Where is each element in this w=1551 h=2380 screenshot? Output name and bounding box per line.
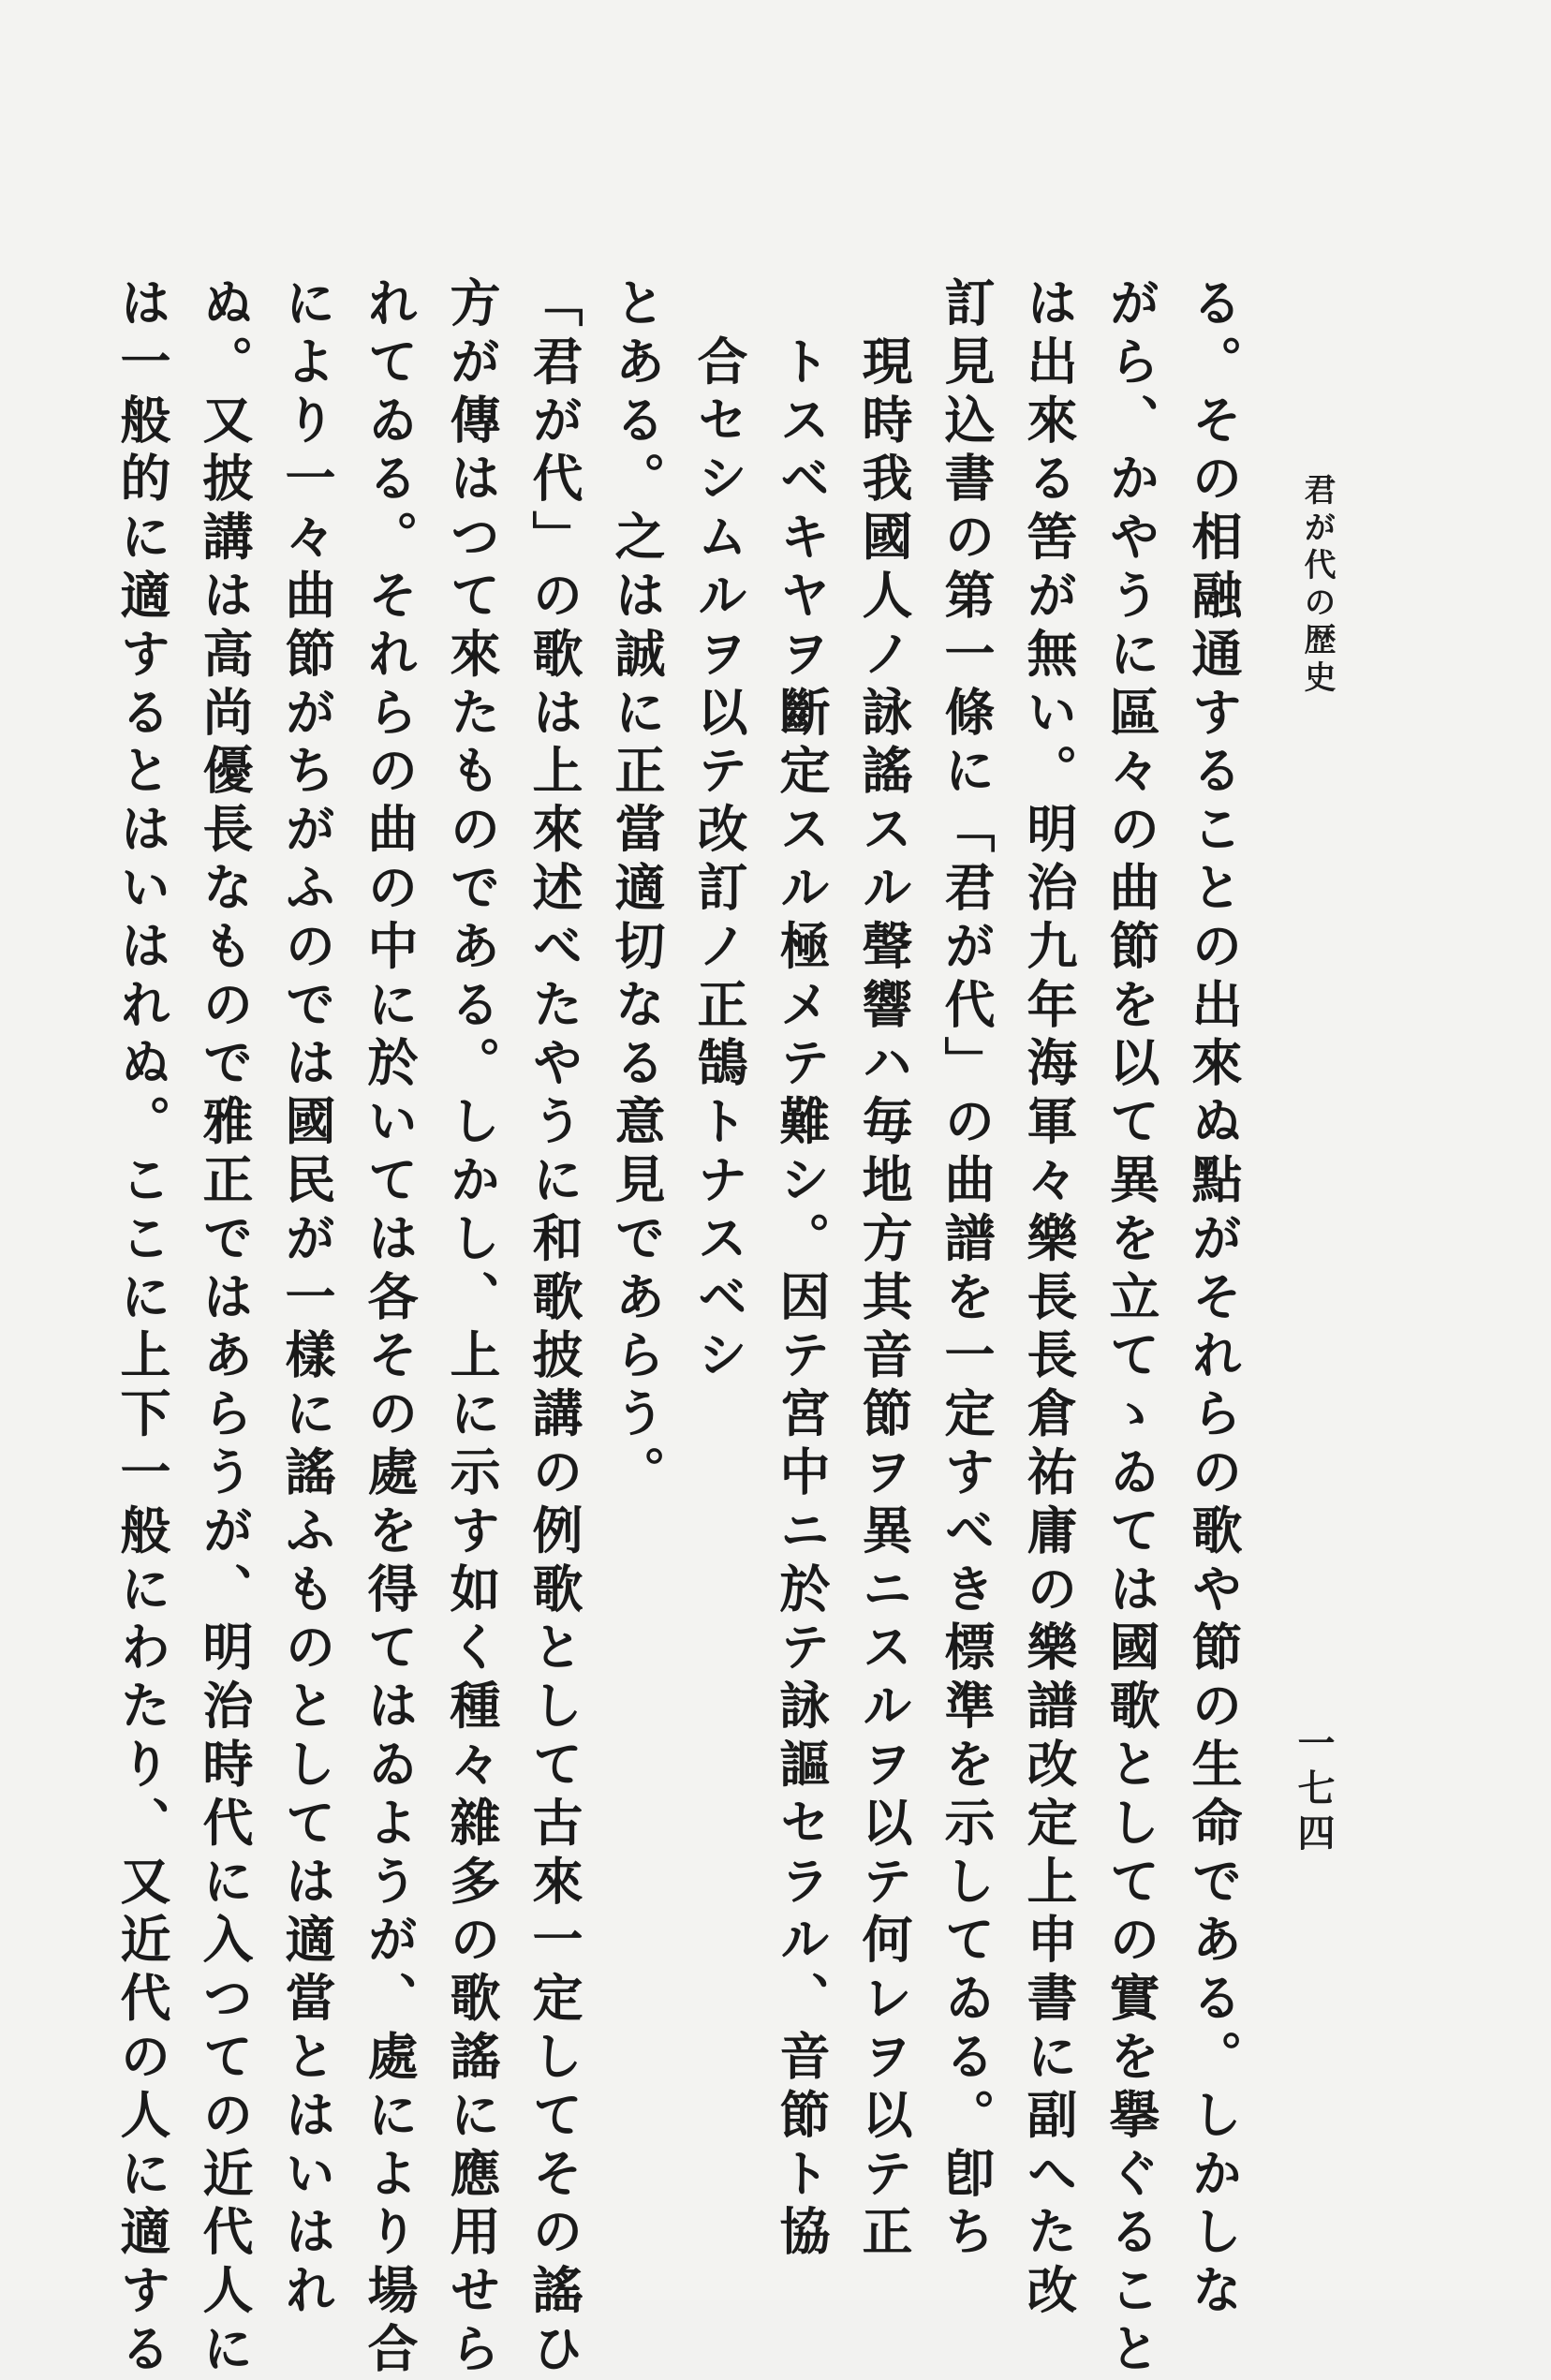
text-column-8: とある。之は誠に正當適切なる意見であらう。 [607, 276, 667, 1504]
text-column-14: は一般的に適するとはいはれぬ。ここに上下一般にわたり、又近代の人に適する [112, 276, 172, 2380]
text-column-3: は出來る筈が無い。明治九年海軍々樂長長倉祐庸の樂譜改定上申書に副へた改 [1019, 276, 1079, 2322]
text-column-2: がら、かやうに區々の曲節を以て異を立てゝゐては國歌としての實を擧ぐること [1101, 276, 1161, 2380]
text-column-12: により一々曲節がちがふのでは國民が一樣に謠ふものとしては適當とはいはれ [277, 276, 337, 2322]
quoted-text-column-3: 合セシムルヲ以テ改訂ノ正鵠トナスベシ [689, 276, 749, 1387]
text-column-11: れてゐる。それらの曲の中に於いては各その處を得てはゐようが、處により場合 [360, 276, 420, 2380]
running-head-title: 君が代の歴史 [1298, 473, 1336, 698]
text-column-4: 訂見込書の第一條に「君が代」の曲譜を一定すべき標準を示してゐる。卽ち [937, 276, 997, 2264]
page-number: 一七四 [1292, 1723, 1336, 1858]
text-column-13: ぬ。又披講は高尚優長なもので雅正ではあらうが、明治時代に入つての近代人に [195, 276, 255, 2380]
text-column-9: 「君が代」の歌は上來述べたやうに和歌披講の例歌として古來一定してその謠ひ [524, 276, 584, 2380]
quoted-text-column-1: 現時我國人ノ詠謠スル聲響ハ毎地方其音節ヲ異ニスルヲ以テ何レヲ以テ正 [854, 276, 914, 2264]
body-text [112, 276, 1255, 2380]
text-column-10: 方が傳はつて來たものである。しかし、上に示す如く種々雜多の歌謠に應用せら [442, 276, 502, 2380]
text-column-1: る。その相融通することの出來ぬ點がそれらの歌や節の生命である。しかしな [1184, 276, 1244, 2322]
quoted-text-column-2: トスベキヤヲ斷定スル極メテ難シ。因テ宮中ニ於テ詠謳セラル、音節ト協 [772, 276, 832, 2264]
